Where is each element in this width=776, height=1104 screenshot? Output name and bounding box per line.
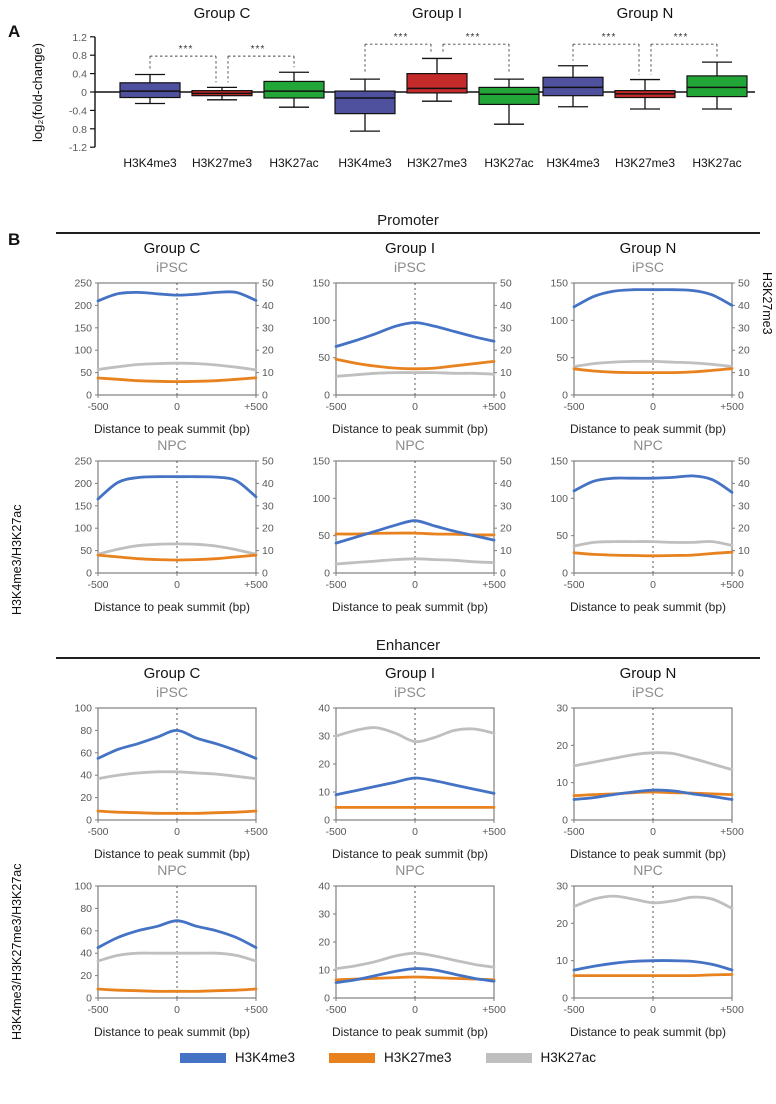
promoter-grid <box>56 236 760 615</box>
svg-text:0.8: 0.8 <box>72 123 87 136</box>
line-chart <box>532 454 764 600</box>
svg-text:***: *** <box>673 32 689 44</box>
line-chart <box>294 879 526 1025</box>
svg-text:20: 20 <box>738 344 750 357</box>
chart-cell-enhancer-i-npc <box>294 862 526 1040</box>
svg-text:30: 30 <box>738 500 750 513</box>
svg-text:100: 100 <box>74 880 92 893</box>
svg-text:0.8: 0.8 <box>72 50 87 63</box>
svg-text:H3K27ac: H3K27ac <box>269 156 319 170</box>
boxplot-chart <box>0 4 776 182</box>
chart-cell-promoter-n-npc <box>532 437 764 615</box>
svg-text:-500: -500 <box>563 826 585 838</box>
svg-text:40: 40 <box>262 477 274 490</box>
svg-text:50: 50 <box>738 277 750 290</box>
svg-text:-500: -500 <box>87 826 109 838</box>
svg-text:+500: +500 <box>244 579 268 591</box>
svg-text:40: 40 <box>80 769 92 782</box>
svg-text:40: 40 <box>738 477 750 490</box>
svg-text:60: 60 <box>80 925 92 938</box>
svg-text:30: 30 <box>556 880 568 893</box>
legend <box>0 1050 776 1065</box>
svg-text:10: 10 <box>738 545 750 558</box>
svg-text:10: 10 <box>262 367 274 380</box>
svg-text:80: 80 <box>80 724 92 737</box>
svg-text:20: 20 <box>318 758 330 771</box>
svg-text:0: 0 <box>174 1004 180 1016</box>
svg-text:30: 30 <box>500 322 512 335</box>
line-chart <box>532 879 764 1025</box>
chart-cell-enhancer-c-ipsc <box>56 684 288 862</box>
svg-text:100: 100 <box>74 522 92 535</box>
svg-text:10: 10 <box>556 777 568 790</box>
legend-label: H3K27me3 <box>383 1050 452 1065</box>
svg-text:30: 30 <box>318 908 330 921</box>
svg-text:40: 40 <box>500 477 512 490</box>
svg-text:-500: -500 <box>325 579 347 591</box>
svg-text:20: 20 <box>318 936 330 949</box>
svg-text:+500: +500 <box>720 1004 744 1016</box>
svg-text:0: 0 <box>412 401 418 413</box>
h3k27me3-swatch <box>329 1053 375 1063</box>
svg-text:-500: -500 <box>87 401 109 413</box>
enhancer-grid <box>56 661 760 1040</box>
x-axis-label: Distance to peak summit (bp) <box>569 847 727 861</box>
line-chart <box>532 276 764 422</box>
legend-entry-h3k27ac <box>486 1050 597 1065</box>
x-axis-label: Distance to peak summit (bp) <box>93 422 251 436</box>
svg-text:0: 0 <box>86 992 92 1005</box>
cell-title: iPSC <box>394 684 426 700</box>
promoter-section <box>8 212 774 615</box>
svg-text:H3K27me3: H3K27me3 <box>406 156 468 170</box>
svg-text:+500: +500 <box>244 826 268 838</box>
enhancer-group-n-header: Group N <box>619 665 677 682</box>
svg-text:***: *** <box>393 32 409 44</box>
svg-text:Group I: Group I <box>411 5 463 22</box>
cell-title: iPSC <box>156 684 188 700</box>
svg-text:+500: +500 <box>720 826 744 838</box>
svg-text:H3K27ac: H3K27ac <box>484 156 534 170</box>
chart-cell-promoter-i-npc <box>294 437 526 615</box>
svg-text:50: 50 <box>80 367 92 380</box>
svg-text:40: 40 <box>500 299 512 312</box>
svg-text:150: 150 <box>74 322 92 335</box>
line-chart <box>56 454 288 600</box>
svg-text:H3K27me3: H3K27me3 <box>614 156 676 170</box>
svg-text:0: 0 <box>500 389 506 402</box>
chart-cell-promoter-c-ipsc <box>56 259 288 437</box>
cell-title: NPC <box>633 437 663 453</box>
svg-text:100: 100 <box>550 492 568 505</box>
svg-text:0: 0 <box>650 826 656 838</box>
x-axis-label: Distance to peak summit (bp) <box>93 847 251 861</box>
svg-text:200: 200 <box>74 477 92 490</box>
panel-a <box>0 4 776 202</box>
svg-text:0: 0 <box>174 579 180 591</box>
chart-cell-enhancer-c-npc <box>56 862 288 1040</box>
svg-text:0: 0 <box>174 401 180 413</box>
x-axis-label: Distance to peak summit (bp) <box>331 422 489 436</box>
svg-text:0: 0 <box>262 567 268 580</box>
svg-text:100: 100 <box>550 314 568 327</box>
svg-text:-500: -500 <box>563 401 585 413</box>
line-chart <box>294 701 526 847</box>
svg-text:20: 20 <box>500 522 512 535</box>
line-chart <box>532 701 764 847</box>
svg-text:40: 40 <box>738 299 750 312</box>
cell-title: NPC <box>157 437 187 453</box>
chart-cell-promoter-n-ipsc <box>532 259 764 437</box>
svg-text:H3K4me3: H3K4me3 <box>123 156 177 170</box>
legend-entry-h3k27me3 <box>329 1050 452 1065</box>
svg-text:20: 20 <box>738 522 750 535</box>
promoter-group-n-header: Group N <box>619 240 677 257</box>
x-axis-label: Distance to peak summit (bp) <box>569 1025 727 1039</box>
cell-title: iPSC <box>394 259 426 275</box>
panel-a-label: A <box>8 22 21 41</box>
svg-text:50: 50 <box>262 455 274 468</box>
svg-text:0: 0 <box>81 87 87 99</box>
svg-text:30: 30 <box>262 500 274 513</box>
svg-text:-500: -500 <box>325 826 347 838</box>
svg-text:50: 50 <box>556 352 568 365</box>
svg-text:0: 0 <box>174 826 180 838</box>
cell-title: iPSC <box>632 684 664 700</box>
svg-text:0: 0 <box>500 567 506 580</box>
chart-cell-promoter-c-npc <box>56 437 288 615</box>
svg-text:20: 20 <box>262 522 274 535</box>
chart-cell-promoter-i-ipsc <box>294 259 526 437</box>
legend-entry-h3k4me3 <box>180 1050 295 1065</box>
svg-text:150: 150 <box>312 455 330 468</box>
svg-text:-0.4: -0.4 <box>68 105 87 118</box>
svg-text:+500: +500 <box>482 1004 506 1016</box>
svg-text:30: 30 <box>500 500 512 513</box>
svg-text:40: 40 <box>318 702 330 715</box>
svg-text:+500: +500 <box>482 826 506 838</box>
svg-text:10: 10 <box>262 545 274 558</box>
chart-cell-enhancer-i-ipsc <box>294 684 526 862</box>
svg-text:150: 150 <box>550 455 568 468</box>
svg-text:30: 30 <box>262 322 274 335</box>
panel-b-label: B <box>8 230 21 249</box>
svg-text:0: 0 <box>738 567 744 580</box>
svg-text:0: 0 <box>562 567 568 580</box>
svg-text:50: 50 <box>500 455 512 468</box>
x-axis-label: Distance to peak summit (bp) <box>93 600 251 614</box>
cell-title: NPC <box>157 862 187 878</box>
svg-text:+500: +500 <box>720 401 744 413</box>
svg-text:20: 20 <box>556 739 568 752</box>
svg-text:+500: +500 <box>244 1004 268 1016</box>
svg-text:200: 200 <box>74 299 92 312</box>
promoter-group-i-header: Group I <box>384 240 436 257</box>
chart-cell-enhancer-n-npc <box>532 862 764 1040</box>
svg-text:0.4: 0.4 <box>72 68 87 81</box>
svg-text:0: 0 <box>412 579 418 591</box>
enhancer-group-i-header: Group I <box>384 665 436 682</box>
legend-label: H3K4me3 <box>234 1050 295 1065</box>
svg-text:0: 0 <box>324 389 330 402</box>
svg-text:10: 10 <box>556 955 568 968</box>
x-axis-label: Distance to peak summit (bp) <box>331 1025 489 1039</box>
svg-text:***: *** <box>465 32 481 44</box>
svg-text:0: 0 <box>86 814 92 827</box>
svg-text:150: 150 <box>312 277 330 290</box>
cell-title: NPC <box>395 437 425 453</box>
svg-text:***: *** <box>250 44 266 56</box>
svg-text:Group C: Group C <box>193 5 251 22</box>
svg-text:0: 0 <box>562 814 568 827</box>
svg-text:50: 50 <box>80 545 92 558</box>
svg-text:150: 150 <box>550 277 568 290</box>
svg-text:***: *** <box>601 32 617 44</box>
h3k4me3-swatch <box>180 1053 226 1063</box>
svg-text:0: 0 <box>650 579 656 591</box>
svg-text:Group N: Group N <box>616 5 674 22</box>
svg-text:0: 0 <box>86 567 92 580</box>
line-chart <box>56 276 288 422</box>
enhancer-left-axis-label: H3K4me3/H3K27me3/H3K27ac <box>10 863 24 1040</box>
line-chart <box>294 276 526 422</box>
svg-text:H3K4me3: H3K4me3 <box>338 156 392 170</box>
svg-text:50: 50 <box>318 352 330 365</box>
svg-text:0: 0 <box>86 389 92 402</box>
svg-text:0: 0 <box>562 389 568 402</box>
svg-text:-1.2: -1.2 <box>68 142 87 155</box>
enhancer-section-title: Enhancer <box>56 637 760 659</box>
line-chart <box>56 879 288 1025</box>
svg-text:40: 40 <box>262 299 274 312</box>
svg-text:10: 10 <box>738 367 750 380</box>
svg-text:100: 100 <box>74 702 92 715</box>
svg-text:60: 60 <box>80 747 92 760</box>
svg-text:0: 0 <box>262 389 268 402</box>
promoter-section-title: Promoter <box>56 212 760 234</box>
svg-text:-500: -500 <box>563 1004 585 1016</box>
svg-text:30: 30 <box>556 702 568 715</box>
promoter-group-c-header: Group C <box>143 240 201 257</box>
x-axis-label: Distance to peak summit (bp) <box>93 1025 251 1039</box>
svg-text:-500: -500 <box>87 579 109 591</box>
svg-text:10: 10 <box>500 367 512 380</box>
svg-text:150: 150 <box>74 500 92 513</box>
svg-text:-500: -500 <box>325 1004 347 1016</box>
cell-title: iPSC <box>156 259 188 275</box>
svg-text:250: 250 <box>74 455 92 468</box>
h3k27ac-swatch <box>486 1053 532 1063</box>
svg-text:40: 40 <box>80 947 92 960</box>
svg-text:+500: +500 <box>482 401 506 413</box>
x-axis-label: Distance to peak summit (bp) <box>569 600 727 614</box>
enhancer-section <box>10 637 760 1040</box>
svg-text:30: 30 <box>318 730 330 743</box>
svg-text:20: 20 <box>80 970 92 983</box>
cell-title: NPC <box>395 862 425 878</box>
svg-text:-500: -500 <box>87 1004 109 1016</box>
line-chart <box>56 701 288 847</box>
svg-text:50: 50 <box>318 530 330 543</box>
svg-text:***: *** <box>178 44 194 56</box>
svg-text:40: 40 <box>318 880 330 893</box>
svg-text:50: 50 <box>556 530 568 543</box>
svg-text:1.2: 1.2 <box>72 31 87 44</box>
svg-text:100: 100 <box>312 492 330 505</box>
svg-text:50: 50 <box>738 455 750 468</box>
cell-title: iPSC <box>632 259 664 275</box>
svg-text:100: 100 <box>312 314 330 327</box>
svg-text:20: 20 <box>262 344 274 357</box>
svg-text:H3K27me3: H3K27me3 <box>191 156 253 170</box>
x-axis-label: Distance to peak summit (bp) <box>331 847 489 861</box>
panel-a-y-axis-label: log₂(fold-change) <box>30 43 45 143</box>
cell-title: NPC <box>633 862 663 878</box>
enhancer-group-c-header: Group C <box>143 665 201 682</box>
promoter-left-axis-label: H3K4me3/H3K27ac <box>10 504 24 615</box>
svg-text:0: 0 <box>412 826 418 838</box>
svg-text:0: 0 <box>738 389 744 402</box>
legend-label: H3K27ac <box>540 1050 597 1065</box>
svg-text:0: 0 <box>650 1004 656 1016</box>
x-axis-label: Distance to peak summit (bp) <box>331 600 489 614</box>
svg-text:10: 10 <box>318 786 330 799</box>
svg-text:0: 0 <box>650 401 656 413</box>
svg-text:-500: -500 <box>325 401 347 413</box>
svg-text:250: 250 <box>74 277 92 290</box>
line-chart <box>294 454 526 600</box>
svg-text:+500: +500 <box>720 579 744 591</box>
chart-cell-enhancer-n-ipsc <box>532 684 764 862</box>
svg-text:50: 50 <box>262 277 274 290</box>
svg-text:+500: +500 <box>244 401 268 413</box>
svg-text:H3K4me3: H3K4me3 <box>546 156 600 170</box>
svg-text:+500: +500 <box>482 579 506 591</box>
svg-text:0: 0 <box>324 814 330 827</box>
promoter-right-axis-label: H3K27me3 <box>760 272 774 335</box>
svg-text:10: 10 <box>318 964 330 977</box>
svg-text:20: 20 <box>500 344 512 357</box>
svg-text:20: 20 <box>556 917 568 930</box>
x-axis-label: Distance to peak summit (bp) <box>569 422 727 436</box>
svg-text:0: 0 <box>324 567 330 580</box>
svg-text:-500: -500 <box>563 579 585 591</box>
svg-text:10: 10 <box>500 545 512 558</box>
svg-text:H3K27ac: H3K27ac <box>692 156 742 170</box>
svg-text:50: 50 <box>500 277 512 290</box>
svg-text:100: 100 <box>74 344 92 357</box>
svg-text:20: 20 <box>80 792 92 805</box>
svg-text:30: 30 <box>738 322 750 335</box>
svg-text:0: 0 <box>562 992 568 1005</box>
svg-text:0: 0 <box>412 1004 418 1016</box>
svg-text:0: 0 <box>324 992 330 1005</box>
svg-text:80: 80 <box>80 902 92 915</box>
